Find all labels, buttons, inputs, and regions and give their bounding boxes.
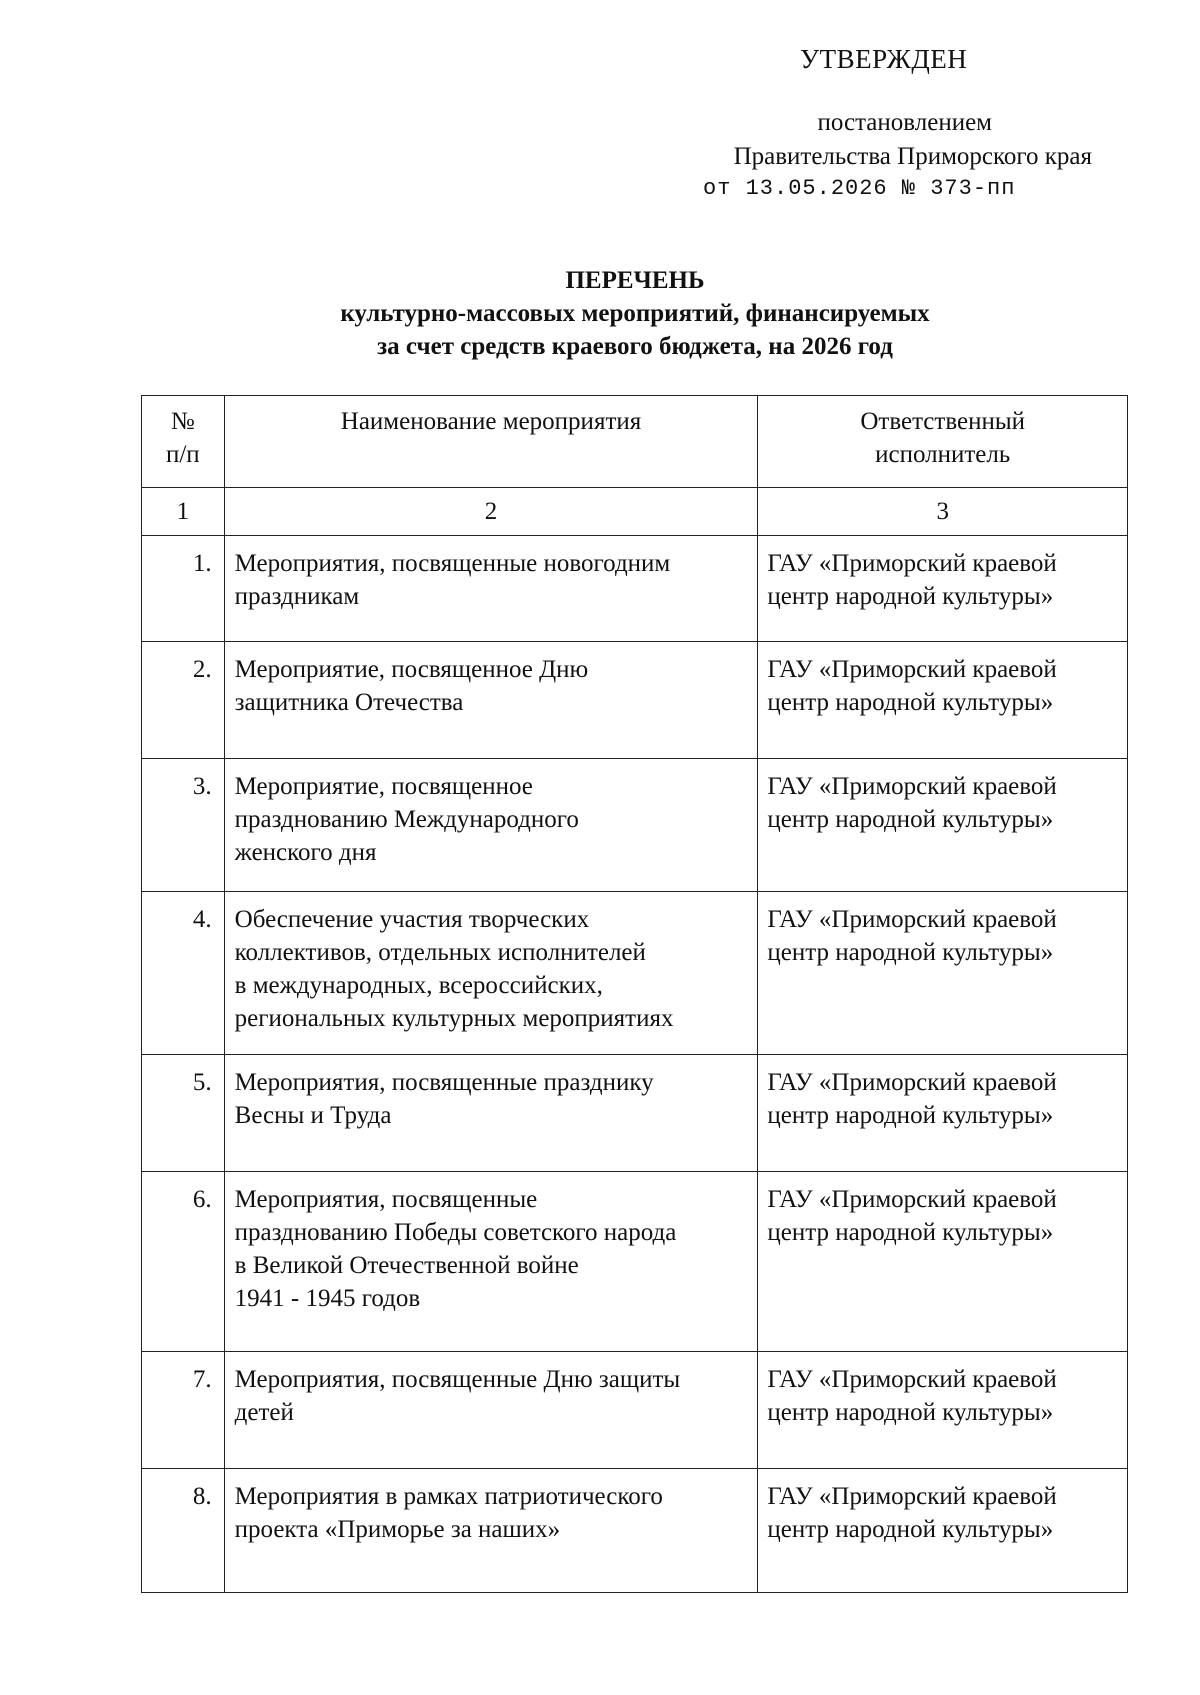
column-number-1: 1 [142, 488, 225, 536]
responsible-line: центр народной культуры» [767, 689, 1054, 716]
responsible-line: центр народной культуры» [767, 806, 1054, 833]
event-name-line: региональных культурных мероприятиях [234, 1005, 674, 1032]
header-responsible [758, 396, 1128, 488]
event-name-line: Мероприятия в рамках патриотического [234, 1483, 663, 1510]
row-number: 4. [142, 892, 225, 1055]
row-number: 3. [142, 759, 225, 892]
event-name-line: празднованию Международного [234, 806, 579, 833]
event-name-line: Мероприятие, посвященное [234, 773, 533, 800]
responsible-executor [758, 1055, 1128, 1172]
header-responsible-line-2: исполнитель [875, 441, 1011, 468]
row-number: 1. [142, 536, 225, 642]
event-name-line: защитника Отечества [234, 689, 464, 716]
row-number: 2. [142, 642, 225, 759]
event-name [224, 536, 758, 642]
responsible-line: центр народной культуры» [767, 1516, 1054, 1543]
responsible-line: ГАУ «Приморский краевой [767, 1483, 1057, 1510]
event-name [224, 1352, 758, 1469]
table-header-row [142, 396, 1128, 488]
decree-number: от 13.05.2026 № 373-пп [703, 176, 1016, 201]
event-name-line: Мероприятие, посвященное Дню [234, 656, 589, 683]
responsible-executor [758, 1352, 1128, 1469]
table-row [142, 1469, 1128, 1593]
event-name [224, 759, 758, 892]
table-row [142, 642, 1128, 759]
responsible-executor [758, 1469, 1128, 1593]
responsible-executor [758, 642, 1128, 759]
responsible-line: ГАУ «Приморский краевой [767, 1186, 1057, 1213]
column-number-3: 3 [758, 488, 1128, 536]
row-number: 6. [142, 1172, 225, 1352]
responsible-executor [758, 892, 1128, 1055]
event-name-line: Обеспечение участия творческих [234, 906, 590, 933]
event-name [224, 892, 758, 1055]
event-name [224, 1469, 758, 1593]
row-number: 8. [142, 1469, 225, 1593]
responsible-executor [758, 1172, 1128, 1352]
responsible-line: центр народной культуры» [767, 1399, 1054, 1426]
responsible-executor [758, 759, 1128, 892]
event-name-line: детей [234, 1399, 294, 1426]
row-number: 7. [142, 1352, 225, 1469]
heading-subtitle-2: за счет средств краевого бюджета, на 2026 год [377, 333, 893, 360]
event-name-line: в международных, всероссийских, [234, 972, 603, 999]
event-name-line: проекта «Приморье за наших» [234, 1516, 561, 1543]
table-row [142, 1055, 1128, 1172]
header-number-line-1: № [170, 408, 195, 435]
heading-subtitle-1: культурно-массовых мероприятий, финансируемых [340, 300, 930, 327]
header-number [142, 396, 225, 488]
event-name-line: женского дня [234, 839, 377, 866]
event-name-line: Мероприятия, посвященные [234, 1186, 538, 1213]
event-name-line: Мероприятия, посвященные празднику [234, 1069, 654, 1096]
approval-line-2: Правительства Приморского края [733, 143, 1092, 170]
row-number: 5. [142, 1055, 225, 1172]
event-name-line: Весны и Труда [234, 1102, 392, 1129]
header-number-line-2: п/п [165, 441, 200, 468]
responsible-line: центр народной культуры» [767, 1102, 1054, 1129]
event-name-line: Мероприятия, посвященные новогодним [234, 550, 671, 577]
heading-title: ПЕРЕЧЕНЬ [565, 267, 705, 294]
table-row [142, 1352, 1128, 1469]
approval-title: УТВЕРЖДЕН [800, 44, 968, 74]
event-name-line: празднованию Победы советского народа [234, 1219, 677, 1246]
header-responsible-line-1: Ответственный [860, 408, 1026, 435]
table-row [142, 536, 1128, 642]
responsible-line: ГАУ «Приморский краевой [767, 1366, 1057, 1393]
table-body [142, 536, 1128, 1593]
events-table [141, 395, 1128, 1593]
event-name-line: в Великой Отечественной войне [234, 1252, 579, 1279]
approval-decree [734, 106, 1092, 174]
event-name-line: Мероприятия, посвященные Дню защиты [234, 1366, 681, 1393]
responsible-line: ГАУ «Приморский краевой [767, 550, 1057, 577]
responsible-line: центр народной культуры» [767, 1219, 1054, 1246]
event-name [224, 642, 758, 759]
event-name-line: 1941 - 1945 годов [234, 1285, 421, 1312]
event-name [224, 1055, 758, 1172]
responsible-line: ГАУ «Приморский краевой [767, 1069, 1057, 1096]
responsible-line: ГАУ «Приморский краевой [767, 656, 1057, 683]
table-row [142, 1172, 1128, 1352]
document-heading [140, 264, 1130, 363]
event-name-line: праздникам [234, 583, 360, 610]
table-row [142, 759, 1128, 892]
event-name [224, 1172, 758, 1352]
responsible-line: ГАУ «Приморский краевой [767, 906, 1057, 933]
responsible-line: ГАУ «Приморский краевой [767, 773, 1057, 800]
column-number-2: 2 [224, 488, 758, 536]
header-event-name: Наименование мероприятия [224, 396, 758, 488]
responsible-line: центр народной культуры» [767, 939, 1054, 966]
approval-line-1: постановлением [817, 109, 992, 136]
table-row [142, 892, 1128, 1055]
responsible-line: центр народной культуры» [767, 583, 1054, 610]
column-numbers-row [142, 488, 1128, 536]
event-name-line: коллективов, отдельных исполнителей [234, 939, 646, 966]
responsible-executor [758, 536, 1128, 642]
